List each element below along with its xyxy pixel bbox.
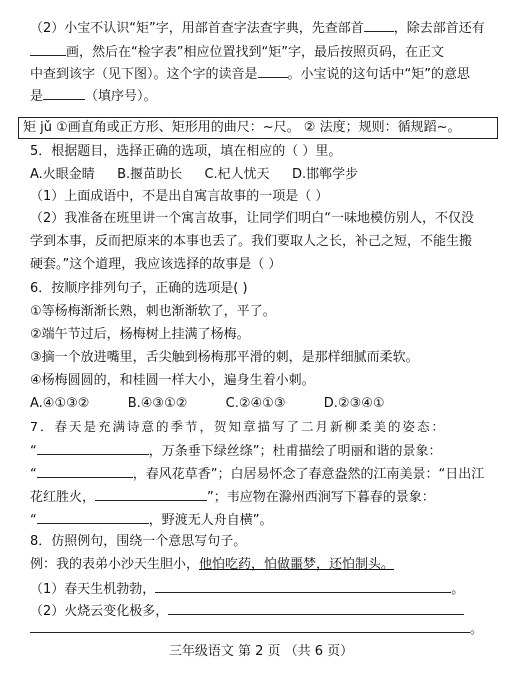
q8-sub2-continuation	[30, 619, 483, 639]
q7-line-4	[30, 487, 435, 507]
q7-text: ，春风花草香”；白居易怀念了春意盎然的江南美景：“日出江	[132, 467, 485, 482]
answer-line[interactable]	[155, 579, 451, 593]
q2-text: 画，然后在“检字表”相应位置找到“矩”字，最后按照页码，在正文	[66, 45, 444, 60]
q7-text: ，万条垂下绿丝绦”；杜甫描绘了明丽和谐的景象：	[148, 444, 442, 459]
q5-options	[30, 166, 358, 184]
q2-line-4	[30, 86, 157, 106]
page-footer: 三年级语文 第 2 页 （共 6 页）	[168, 644, 354, 659]
q8-example-text: 例：我的表弟小沙天生胆小，	[30, 557, 200, 572]
q2-line-1	[30, 18, 485, 38]
q7-text: “	[30, 444, 37, 459]
dictionary-entry-box	[18, 117, 498, 139]
q7-line-5	[30, 510, 273, 530]
q8-sub1-text: （1）春天生机勃勃，	[30, 582, 156, 597]
q8-example	[30, 556, 394, 574]
answer-blank[interactable]	[37, 510, 149, 524]
answer-blank[interactable]	[37, 464, 133, 478]
answer-blank[interactable]	[364, 18, 394, 32]
q6-title: 6．按顺序排列句子，正确的选项是( )	[30, 281, 248, 296]
q5-sub2-line-3: 硬套。”这个道理，我应该选择的故事是（ ）	[30, 257, 282, 272]
q5-sub1: （1）上面成语中，不是出自寓言故事的一项是（ ）	[30, 189, 329, 204]
answer-blank[interactable]	[95, 487, 207, 501]
q2-line-2	[30, 42, 444, 62]
answer-line[interactable]	[168, 601, 464, 615]
q6-sentence-2: ②端午节过后，杨梅树上挂满了杨梅。	[30, 327, 250, 342]
q6-option-c[interactable]: C.②④①③	[225, 396, 286, 411]
q2-text: （2）小宝不认识“矩”字，用部首查字法查字典，先查部首	[30, 21, 364, 36]
q5-option-a[interactable]: A.火眼金睛	[30, 167, 95, 182]
q7-line-3	[30, 464, 484, 484]
q7-text: “	[30, 513, 37, 528]
q6-option-d[interactable]: D.②③④①	[323, 396, 385, 411]
q2-text: 。小宝说的这句话中“矩”的意思	[287, 67, 470, 82]
q7-line-1: 7．春天是充满诗意的季节，贺知章描写了二月新柳柔美的姿态：	[30, 419, 446, 434]
q8-sub1-period: 。	[451, 582, 465, 597]
answer-blank[interactable]	[30, 42, 66, 56]
q7-text: “	[30, 467, 37, 482]
answer-blank[interactable]	[43, 86, 85, 100]
q5-sub2-line-1: （2）我准备在班里讲一个寓言故事，让同学们明白“一味地模仿别人，不仅没	[30, 211, 475, 226]
q8-sub2	[30, 601, 464, 621]
q8-sub1	[30, 579, 464, 599]
dictionary-entry-text: 矩 jǔ ①画直角或正方形、矩形用的曲尺：~尺。 ② 法度；规则：循规蹈~。	[23, 120, 461, 135]
q2-line-3	[30, 64, 470, 84]
q7-text: 花红胜火，	[30, 490, 96, 505]
q6-sentence-3: ③摘一个放进嘴里，舌尖触到杨梅那平滑的刺，是那样细腻而柔软。	[30, 350, 419, 365]
q6-sentence-4: ④杨梅圆圆的，和桂圆一样大小，遍身生着小刺。	[30, 373, 315, 388]
q6-options	[30, 395, 385, 413]
answer-blank[interactable]	[258, 64, 288, 78]
q5-option-b[interactable]: B.揠苗助长	[117, 167, 183, 182]
q8-title: 8．仿照例句，围绕一个意思写句子。	[30, 534, 247, 549]
q5-title: 5．根据题目，选择正确的选项，填在相应的（ ）里。	[30, 144, 342, 159]
q5-option-c[interactable]: C.杞人忧天	[204, 167, 270, 182]
q2-text: 是	[30, 89, 44, 104]
q7-text: ，野渡无人舟自横”。	[148, 513, 273, 528]
q2-text: 中查到该字（见下图）。这个字的读音是	[30, 67, 258, 82]
q8-sub2-period: 。	[470, 622, 484, 637]
q7-text: ”；韦应物在滁州西涧写下暮春的景象：	[207, 490, 435, 505]
answer-blank[interactable]	[37, 441, 149, 455]
q7-line-2	[30, 441, 442, 461]
q8-sub2-text: （2）火烧云变化极多，	[30, 604, 169, 619]
q2-text: ，除去部首还有	[393, 21, 485, 36]
q6-option-a[interactable]: A.④①③②	[30, 396, 90, 411]
q2-text: （填序号）。	[85, 89, 157, 104]
q5-option-d[interactable]: D.邯郸学步	[291, 167, 359, 182]
q6-option-b[interactable]: B.④③①②	[127, 396, 188, 411]
answer-line[interactable]	[30, 619, 470, 633]
q8-example-underlined: 他怕吃药，怕做噩梦，还怕制头。	[199, 557, 395, 572]
q5-sub2-line-2: 学到本事，反而把原来的本事也丢了。我们要取人之长，补己之短，不能生搬	[30, 234, 473, 249]
q6-sentence-1: ①等杨梅渐渐长熟，刺也渐渐软了，平了。	[30, 304, 276, 319]
